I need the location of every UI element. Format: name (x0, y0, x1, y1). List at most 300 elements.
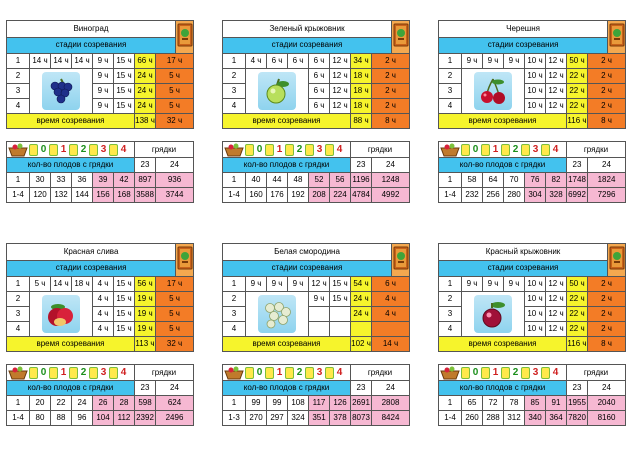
ripen-time-label-text: время созревания (252, 116, 321, 125)
stage-number: 3 (223, 84, 246, 99)
gooseberry-icon (246, 69, 309, 114)
ripen-time-label-text: время созревания (36, 339, 105, 348)
gem-icon (461, 367, 470, 379)
stage-duration: 22 ч (567, 69, 588, 84)
level-digit: 3 (316, 366, 323, 378)
recipe-book-icon[interactable] (608, 244, 626, 277)
gem-icon (285, 367, 294, 379)
yield-label (7, 158, 135, 173)
stage-number: 2 (439, 69, 462, 84)
level-digits (439, 142, 566, 157)
stage-number: 2 (223, 69, 246, 84)
stage-number: 2 (7, 292, 30, 307)
fruit-card-4 (6, 243, 193, 435)
yield-table (6, 141, 194, 203)
recipe-book-icon[interactable] (392, 244, 410, 277)
stage-row (7, 292, 194, 307)
yield-value: 40 (246, 173, 267, 188)
gem-icon (89, 367, 98, 379)
basket-icon (7, 365, 29, 380)
beds-value-b (156, 381, 194, 396)
beds-label (135, 365, 194, 381)
stage-number: 2 (223, 292, 246, 307)
plum-icon (30, 292, 93, 337)
ripen-time-label (7, 337, 135, 352)
fruit-name (223, 21, 392, 38)
stage-row (223, 54, 410, 69)
beds-count: 24 (170, 383, 179, 392)
gem-icon (501, 367, 510, 379)
stage-number: 1 (7, 54, 30, 69)
stage-duration: 12 ч (330, 99, 351, 114)
yield-value: 144 (72, 188, 93, 203)
fruit-name (7, 21, 176, 38)
stage-duration: 5 ч (156, 84, 194, 99)
yield-value: 8073 (351, 411, 372, 426)
beds-value-a (567, 158, 588, 173)
yield-value: 88 (51, 411, 72, 426)
stage-duration: 2 ч (372, 84, 410, 99)
gem-icon (461, 144, 470, 156)
yield-value: 2496 (156, 411, 194, 426)
beds-value-b (588, 381, 626, 396)
yield-level: 1-4 (439, 188, 462, 203)
ripen-time-label-text: время созревания (468, 116, 537, 125)
yield-value: 297 (267, 411, 288, 426)
level-digit: 2 (512, 366, 519, 378)
beds-value-a (135, 158, 156, 173)
stage-duration: 14 ч (51, 277, 72, 292)
ripen-short (372, 114, 410, 129)
yield-value: 6992 (567, 188, 588, 203)
ripen-total-value: 116 ч (567, 339, 587, 348)
yield-row (439, 188, 626, 203)
stage-duration: 12 ч (309, 277, 330, 292)
stage-row (7, 277, 194, 292)
level-digits (223, 365, 350, 380)
gem-icon (325, 144, 334, 156)
fruit-name (439, 21, 608, 38)
yield-value: 117 (309, 396, 330, 411)
level-digit: 1 (492, 366, 499, 378)
yield-value: 3744 (156, 188, 194, 203)
level-digit: 1 (60, 366, 67, 378)
stage-duration: 18 ч (351, 84, 372, 99)
stage-row (439, 69, 626, 84)
stage-duration (351, 322, 372, 337)
yield-value: 288 (483, 411, 504, 426)
yield-value: 2808 (372, 396, 410, 411)
level-digit: 1 (276, 366, 283, 378)
stages-title (439, 260, 608, 277)
yield-value: 1955 (567, 396, 588, 411)
stage-duration: 4 ч (246, 54, 267, 69)
yield-level: 1 (223, 173, 246, 188)
stage-duration: 22 ч (567, 99, 588, 114)
yield-label (439, 381, 567, 396)
stage-number: 1 (223, 277, 246, 292)
recipe-book-icon[interactable] (608, 21, 626, 54)
beds-label-text: грядки (367, 144, 393, 154)
stage-duration: 6 ч (309, 69, 330, 84)
yield-level-header (7, 365, 135, 381)
stage-row (439, 54, 626, 69)
yield-value: 364 (546, 411, 567, 426)
stages-table (222, 243, 410, 352)
yield-level: 1-3 (223, 411, 246, 426)
stage-duration: 15 ч (114, 54, 135, 69)
beds-value-b (372, 158, 410, 173)
stage-duration: 9 ч (93, 69, 114, 84)
ripen-time-label (7, 114, 135, 129)
stage-number: 2 (7, 69, 30, 84)
yield-value: 58 (462, 173, 483, 188)
stage-duration: 4 ч (372, 307, 410, 322)
stage-duration: 9 ч (462, 54, 483, 69)
beds-value-b (156, 158, 194, 173)
stage-duration: 5 ч (156, 292, 194, 307)
yield-table (6, 364, 194, 426)
stage-duration: 4 ч (93, 307, 114, 322)
ripen-total (567, 337, 588, 352)
yield-level: 1-4 (7, 411, 30, 426)
fruit-name-label: Черешня (506, 23, 540, 33)
yield-table (438, 141, 626, 203)
yield-row (439, 396, 626, 411)
yield-value: 39 (93, 173, 114, 188)
yield-value: 3588 (135, 188, 156, 203)
gem-icon (245, 144, 254, 156)
yield-level: 1-4 (7, 188, 30, 203)
stage-duration: 24 ч (135, 99, 156, 114)
yield-level: 1 (223, 396, 246, 411)
stage-number: 4 (7, 99, 30, 114)
ripen-short-value: 32 ч (166, 339, 183, 348)
yield-level-header (223, 365, 351, 381)
level-digit: 3 (100, 366, 107, 378)
stage-duration: 10 ч (525, 277, 546, 292)
yield-value: 28 (114, 396, 135, 411)
stages-title-label: стадии созревания (55, 263, 127, 273)
recipe-book-icon[interactable] (176, 21, 194, 54)
gem-icon (541, 144, 550, 156)
fruit-image-frame (42, 72, 80, 110)
stage-duration: 2 ч (588, 84, 626, 99)
yield-value: 1196 (351, 173, 372, 188)
ripen-total-value: 88 ч (353, 116, 369, 125)
stages-title (439, 37, 608, 54)
beds-label (135, 142, 194, 158)
level-digit: 0 (40, 366, 47, 378)
beds-label (567, 365, 626, 381)
stage-number: 1 (439, 54, 462, 69)
yield-value: 340 (525, 411, 546, 426)
yield-label-text: кол-во плодов с грядки (27, 160, 114, 169)
yield-value: 85 (525, 396, 546, 411)
stage-number: 3 (439, 84, 462, 99)
beds-value-a (351, 158, 372, 173)
yield-value: 108 (288, 396, 309, 411)
beds-value-a (351, 381, 372, 396)
beds-value-a (567, 381, 588, 396)
beds-count: 24 (170, 160, 179, 169)
yield-value: 24 (72, 396, 93, 411)
red-gooseberry-icon (462, 292, 525, 337)
gem-icon (109, 144, 118, 156)
yield-level: 1 (7, 173, 30, 188)
stage-duration: 6 ч (267, 54, 288, 69)
beds-value-a (135, 381, 156, 396)
level-digit: 0 (256, 143, 263, 155)
beds-count: 23 (572, 383, 582, 392)
beds-count: 23 (572, 160, 582, 169)
level-digit: 1 (60, 143, 67, 155)
stage-duration: 4 ч (93, 322, 114, 337)
beds-label-text: грядки (583, 367, 609, 377)
basket-icon (223, 365, 245, 380)
stage-duration: 14 ч (72, 54, 93, 69)
stage-row (223, 69, 410, 84)
beds-label-text: грядки (151, 367, 177, 377)
yield-value: 176 (267, 188, 288, 203)
cherry-icon (462, 69, 525, 114)
ripen-time-label-text: время созревания (468, 339, 537, 348)
basket-icon (439, 365, 461, 380)
stage-duration: 6 ч (309, 84, 330, 99)
ripen-total (351, 337, 372, 352)
stage-duration: 19 ч (135, 307, 156, 322)
stage-duration: 9 ч (504, 54, 525, 69)
gem-icon (49, 367, 58, 379)
yield-value: 280 (504, 188, 525, 203)
level-digits (439, 365, 566, 380)
yield-value: 4784 (351, 188, 372, 203)
stage-duration: 6 ч (309, 99, 330, 114)
stage-number: 2 (439, 292, 462, 307)
level-digit: 0 (40, 143, 47, 155)
stage-duration: 12 ч (330, 54, 351, 69)
stage-duration: 24 ч (135, 69, 156, 84)
yield-label-text: кол-во плодов с грядки (243, 383, 330, 392)
stage-duration: 17 ч (156, 277, 194, 292)
gem-icon (245, 367, 254, 379)
stage-duration: 9 ч (93, 54, 114, 69)
ripen-short (588, 114, 626, 129)
yield-value: 132 (51, 188, 72, 203)
yield-value: 1248 (372, 173, 410, 188)
gem-icon (541, 367, 550, 379)
stages-title (223, 260, 392, 277)
ripen-short-value: 8 ч (385, 116, 396, 125)
yield-value: 112 (114, 411, 135, 426)
yield-label (7, 381, 135, 396)
ripen-total-value: 102 ч (351, 339, 371, 348)
stage-row (439, 292, 626, 307)
yield-row (7, 188, 194, 203)
stage-number: 3 (223, 307, 246, 322)
beds-label (351, 142, 410, 158)
beds-count: 23 (356, 383, 366, 392)
stage-duration: 22 ч (567, 292, 588, 307)
basket-icon (439, 142, 461, 157)
level-digit: 4 (552, 143, 559, 155)
fruit-name-label: Красная слива (63, 246, 119, 256)
beds-count: 23 (140, 383, 150, 392)
ripen-total-value: 138 ч (135, 116, 155, 125)
stage-duration: 15 ч (330, 277, 351, 292)
yield-value: 20 (30, 396, 51, 411)
stages-title-label: стадии созревания (271, 263, 343, 273)
stage-duration: 4 ч (93, 277, 114, 292)
ripen-time-label (223, 114, 351, 129)
yield-value: 8160 (588, 411, 626, 426)
yield-label-text: кол-во плодов с грядки (459, 383, 546, 392)
stage-duration: 15 ч (114, 322, 135, 337)
stage-duration: 4 ч (93, 292, 114, 307)
yield-value: 192 (288, 188, 309, 203)
stage-duration: 14 ч (51, 54, 72, 69)
yield-value: 120 (30, 188, 51, 203)
level-digits (223, 142, 350, 157)
stage-duration: 5 ч (156, 69, 194, 84)
stage-duration: 9 ч (93, 84, 114, 99)
gem-icon (521, 367, 530, 379)
stage-duration: 15 ч (114, 99, 135, 114)
yield-value: 65 (462, 396, 483, 411)
stage-duration: 17 ч (156, 54, 194, 69)
yield-label-text: кол-во плодов с грядки (459, 160, 546, 169)
yield-value: 64 (483, 173, 504, 188)
level-digit: 4 (336, 143, 343, 155)
yield-value: 2691 (351, 396, 372, 411)
fruit-name-label: Виноград (73, 23, 109, 33)
yield-value: 70 (504, 173, 525, 188)
stage-number: 4 (7, 322, 30, 337)
level-digit: 2 (80, 366, 87, 378)
basket-icon (7, 142, 29, 157)
stage-duration: 5 ч (156, 307, 194, 322)
yield-value: 897 (135, 173, 156, 188)
stage-duration: 9 ч (246, 277, 267, 292)
ripen-time-label (439, 337, 567, 352)
stages-table (222, 20, 410, 129)
stage-duration: 22 ч (567, 84, 588, 99)
beds-count: 24 (386, 383, 395, 392)
yield-row (439, 411, 626, 426)
stage-duration: 14 ч (30, 54, 51, 69)
stages-title-label: стадии созревания (487, 263, 559, 273)
yield-value: 936 (156, 173, 194, 188)
stage-duration: 22 ч (567, 322, 588, 337)
yield-row (223, 411, 410, 426)
stage-duration (309, 322, 330, 337)
stage-duration: 9 ч (483, 277, 504, 292)
stage-duration: 12 ч (546, 322, 567, 337)
stage-duration: 18 ч (72, 277, 93, 292)
yield-value: 4992 (372, 188, 410, 203)
yield-value: 8424 (372, 411, 410, 426)
stage-duration: 56 ч (135, 277, 156, 292)
recipe-book-icon[interactable] (392, 21, 410, 54)
stage-duration: 10 ч (525, 69, 546, 84)
yield-row (7, 173, 194, 188)
stage-duration: 2 ч (372, 54, 410, 69)
stage-duration: 5 ч (156, 322, 194, 337)
stage-duration: 10 ч (525, 99, 546, 114)
yield-label-text: кол-во плодов с грядки (243, 160, 330, 169)
stage-duration: 9 ч (504, 277, 525, 292)
ripen-short (372, 337, 410, 352)
stage-duration: 9 ч (309, 292, 330, 307)
level-digit: 0 (472, 143, 479, 155)
stage-duration: 2 ч (588, 307, 626, 322)
gem-icon (29, 144, 38, 156)
stage-duration: 15 ч (114, 307, 135, 322)
yield-value: 72 (483, 396, 504, 411)
stage-duration: 6 ч (372, 277, 410, 292)
yield-value: 96 (72, 411, 93, 426)
stage-duration: 9 ч (288, 277, 309, 292)
stage-duration: 15 ч (114, 277, 135, 292)
fruit-image-frame (42, 295, 80, 333)
yield-label (439, 158, 567, 173)
grape-icon (30, 69, 93, 114)
yield-value: 7296 (588, 188, 626, 203)
stage-duration: 6 ч (288, 54, 309, 69)
yield-table (222, 141, 410, 203)
yield-level: 1-4 (439, 411, 462, 426)
ripen-total (135, 114, 156, 129)
yield-value: 99 (246, 396, 267, 411)
stage-duration: 34 ч (351, 54, 372, 69)
stage-duration: 9 ч (462, 277, 483, 292)
yield-value: 624 (156, 396, 194, 411)
yield-value: 42 (114, 173, 135, 188)
yield-value: 260 (462, 411, 483, 426)
level-digit: 2 (80, 143, 87, 155)
beds-count: 23 (140, 160, 150, 169)
stage-duration: 2 ч (588, 99, 626, 114)
gem-icon (69, 144, 78, 156)
stage-duration: 5 ч (30, 277, 51, 292)
yield-level: 1 (7, 396, 30, 411)
stage-duration (330, 307, 351, 322)
yield-value: 56 (330, 173, 351, 188)
stage-duration: 2 ч (588, 277, 626, 292)
level-digit: 2 (512, 143, 519, 155)
stage-duration: 2 ч (588, 322, 626, 337)
yield-row (439, 173, 626, 188)
yield-row (7, 396, 194, 411)
level-digits (7, 142, 134, 157)
stage-duration: 5 ч (156, 99, 194, 114)
yield-value: 22 (51, 396, 72, 411)
beds-label (567, 142, 626, 158)
stage-duration (309, 307, 330, 322)
stages-title-label: стадии созревания (487, 40, 559, 50)
stage-duration: 18 ч (351, 69, 372, 84)
yield-table (438, 364, 626, 426)
level-digit: 3 (532, 366, 539, 378)
level-digit: 0 (256, 366, 263, 378)
stages-title-label: стадии созревания (271, 40, 343, 50)
recipe-book-icon[interactable] (176, 244, 194, 277)
stage-duration: 12 ч (546, 277, 567, 292)
yield-label (223, 158, 351, 173)
ripen-time-label (223, 337, 351, 352)
fruit-card-1 (6, 20, 193, 212)
stages-title (223, 37, 392, 54)
